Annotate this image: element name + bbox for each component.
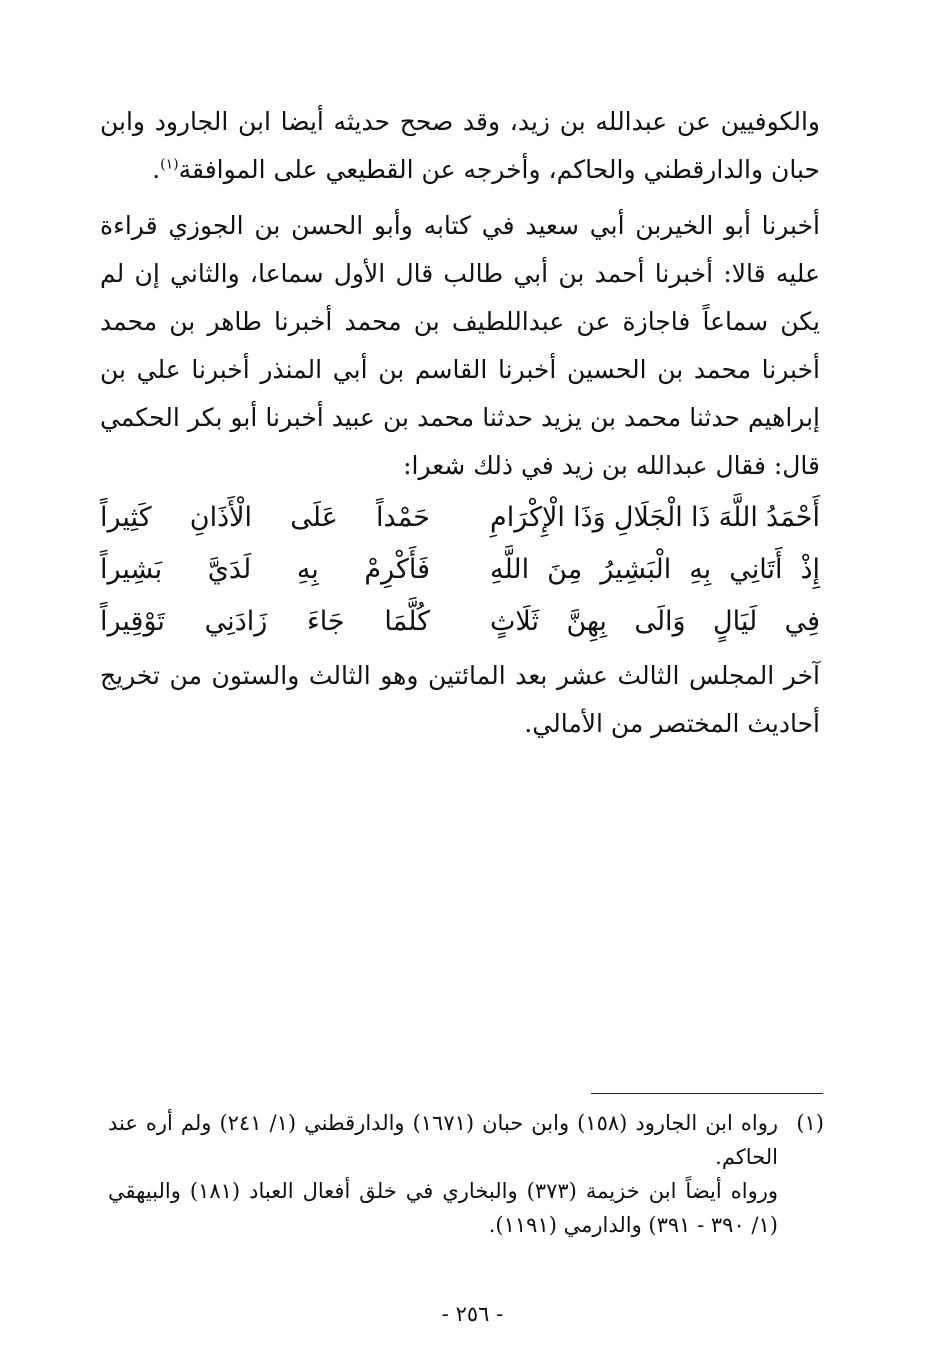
poem-word: الْبَشِيرُ [600, 554, 672, 585]
text-line: محمد بن يزيد حدثنا محمد بن عبيد أخبرنا أبو بكر الحكمي قال: فقال [100, 403, 820, 480]
poem-word: ثَلَاثٍ [490, 606, 540, 637]
poem-word: اللَّهَ [718, 502, 758, 533]
poem-word: أَحْمَدُ [766, 502, 820, 533]
paragraph-1 [100, 98, 820, 194]
poem-word: فِي [784, 606, 820, 637]
poem-word: بِهِ [296, 554, 319, 585]
footnote-line: رواه ابن الجارود (١٥٨) وابن حبان (١٦٧١) والدارقطني (١/ ٢٤١) ولم أره عند [108, 1111, 778, 1135]
poem-word: الْجَلَالِ [613, 502, 683, 533]
poem-word: وَذَا [573, 502, 606, 533]
verse-first-hemistich [490, 492, 820, 544]
poem-word: إِذْ [800, 554, 820, 585]
poem-word: كُلَّمَا [384, 606, 430, 637]
text-line: عبدالله بن زيد في ذلك شعرا: [403, 451, 708, 480]
poem-word: اللَّهِ [490, 554, 530, 585]
footnote-line: (١/ ٣٩٠ - ٣٩١) والدارمي (١١٩١). [488, 1213, 778, 1237]
poem-word: كَثِيراً [100, 502, 152, 533]
verse-second-hemistich [100, 492, 430, 544]
poem [100, 492, 820, 648]
verse-first-hemistich [490, 544, 820, 596]
poem-word: جَاءَ [307, 606, 345, 637]
text-line: حبان والدارقطني والحاكم، وأخرجه عن القطيعي على الموافقة [178, 155, 820, 184]
text-line: سماعاً فاجازة عن عبداللطيف بن محمد أخبرنا طاهر بن محمد أخبرنا [100, 307, 820, 384]
footnote-reference[interactable]: (١) [160, 156, 179, 173]
footnotes [108, 1106, 824, 1242]
main-text [100, 98, 820, 748]
text-line: أخبرنا أبو الخيربن أبي سعيد في كتابه وأبو الحسن بن الجوزي قراءة [100, 211, 820, 240]
verse-second-hemistich [100, 596, 430, 648]
poem-word: عَلَى [290, 502, 338, 533]
poem-word: بِهِنَّ [566, 606, 607, 637]
poem-word: لَيَالٍ [712, 606, 758, 637]
poem-verse [100, 492, 820, 544]
poem-word: أَتَانِي [729, 554, 783, 585]
text-line: آخر المجلس الثالث عشر بعد المائتين وهو الثالث والستون من تخريج [100, 661, 820, 690]
poem-word: زَادَنِي [204, 606, 268, 637]
closing-paragraph [100, 652, 820, 748]
poem-word: حَمْداً [376, 502, 430, 533]
footnote-number: (١) [796, 1111, 824, 1135]
footnote-line: الحاكم. [715, 1145, 778, 1169]
poem-word: لَدَيَّ [207, 554, 252, 585]
poem-verse [100, 596, 820, 648]
poem-word: الْأَذَانِ [189, 502, 253, 533]
poem-word: وَالَى [634, 606, 686, 637]
sentence-end: . [152, 155, 161, 184]
poem-verse [100, 544, 820, 596]
poem-word: الْإِكْرَامِ [490, 502, 565, 533]
footnote-continuation [108, 1174, 824, 1242]
poem-word: بَشِيراً [100, 554, 163, 585]
text-line: محمد بن الحسين أخبرنا القاسم بن أبي المنذر أخبرنا علي بن إبراهيم حدثنا [100, 355, 821, 432]
text-line: والكوفيين عن عبدالله بن زيد، وقد صحح حديثه أيضا ابن الجارود وابن [100, 107, 820, 136]
text-line: عليه قالا: أخبرنا أحمد بن أبي طالب قال الأول سماعا، والثاني إن لم يكن [100, 259, 820, 336]
poem-word: ذَا [690, 502, 711, 533]
poem-word: بِهِ [689, 554, 712, 585]
footnote-line: ورواه أيضاً ابن خزيمة (٣٧٣) والبخاري في خلق أفعال العباد (١٨١) والبيهقي [108, 1179, 779, 1203]
footnote [108, 1106, 824, 1174]
poem-word: تَوْقِيراً [100, 606, 165, 637]
footnote-text [108, 1106, 778, 1174]
text-line: أحاديث المختصر من الأمالي. [524, 709, 820, 738]
verse-second-hemistich [100, 544, 430, 596]
poem-word: مِنَ [547, 554, 583, 585]
paragraph-2 [100, 202, 820, 490]
verse-first-hemistich [490, 596, 820, 648]
footnote-separator [591, 1093, 823, 1094]
poem-word: فَأَكْرِمْ [364, 554, 430, 585]
page-number: - ٢٥٦ - [441, 1302, 504, 1326]
